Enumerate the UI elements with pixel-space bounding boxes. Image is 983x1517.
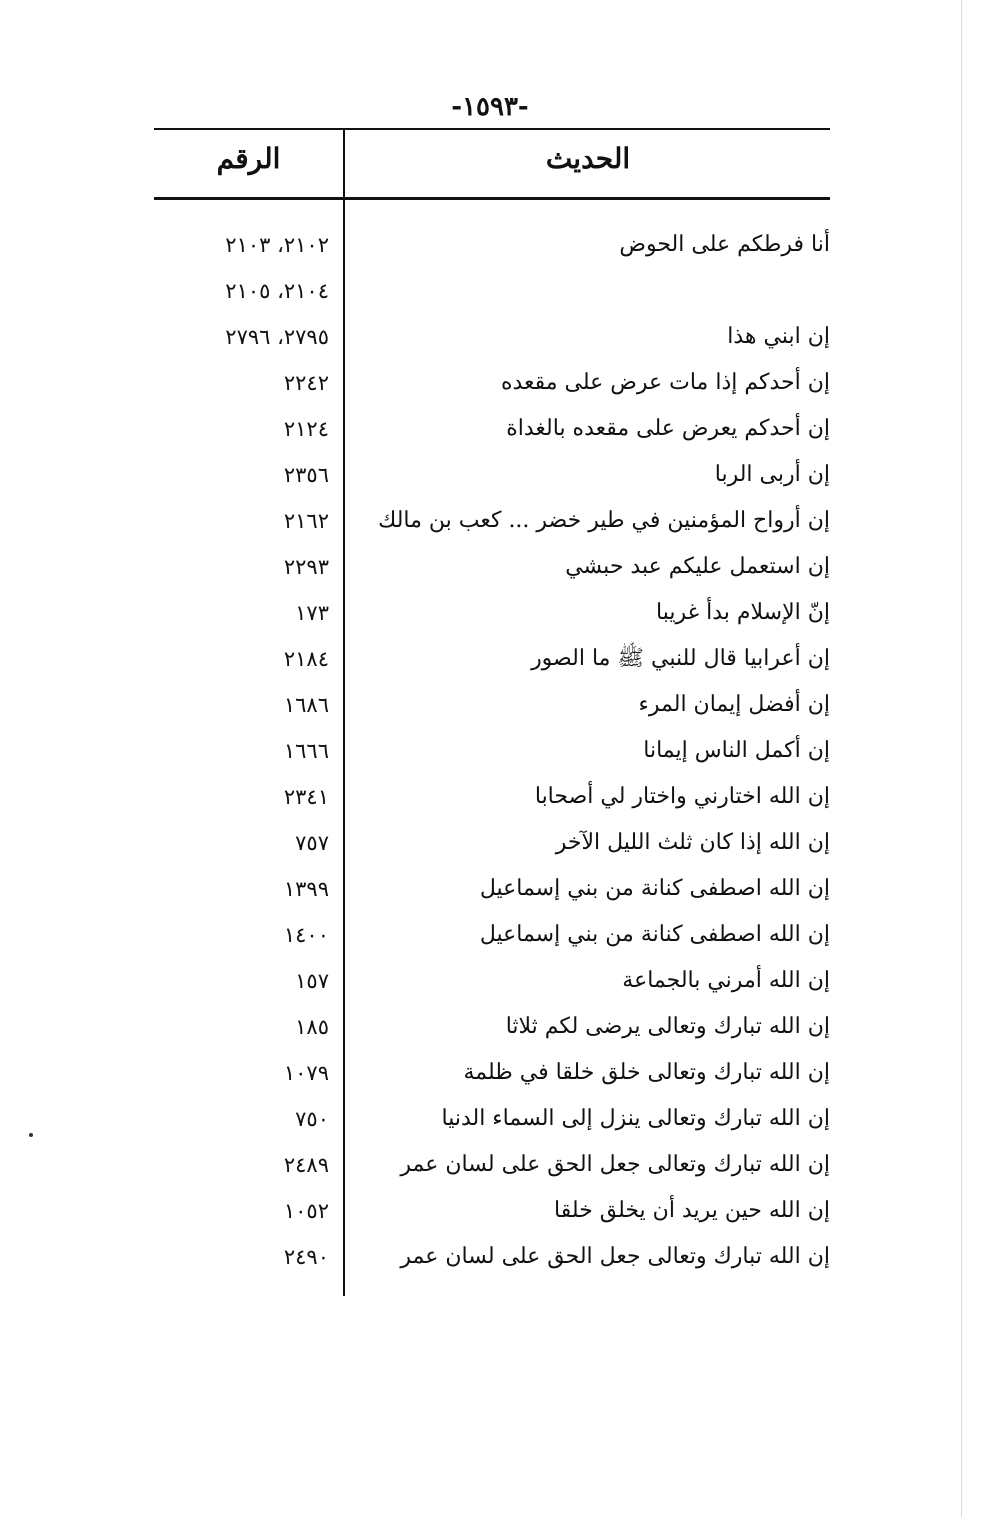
hadith-number: ٢١٢٤ bbox=[283, 417, 329, 441]
hadith-text: إن الله إذا كان ثلث الليل الآخر bbox=[555, 830, 830, 855]
table-row bbox=[154, 222, 830, 268]
index-table-body bbox=[154, 222, 830, 1280]
hadith-text: إن أعرابيا قال للنبي ﷺ ما الصور bbox=[531, 646, 830, 671]
hadith-number: ١٦٨٦ bbox=[283, 693, 329, 717]
hadith-text: إن الله اختارني واختار لي أصحابا bbox=[534, 784, 830, 809]
table-row bbox=[154, 268, 830, 314]
hadith-text: إن أربى الربا bbox=[714, 462, 830, 487]
hadith-text: أنا فرطكم على الحوض bbox=[619, 232, 830, 257]
table-row bbox=[154, 1050, 830, 1096]
hadith-text: إن الله تبارك وتعالى يرضى لكم ثلاثا bbox=[505, 1014, 830, 1039]
hadith-text: إنّ الإسلام بدأ غريبا bbox=[656, 600, 830, 625]
number-column-header: الرقم bbox=[216, 142, 281, 175]
hadith-text: إن الله اصطفى كنانة من بني إسماعيل bbox=[479, 922, 830, 947]
hadith-text: إن الله تبارك وتعالى ينزل إلى السماء الدنيا bbox=[441, 1106, 830, 1131]
page-edge-line bbox=[961, 0, 962, 1517]
table-row bbox=[154, 682, 830, 728]
table-row bbox=[154, 958, 830, 1004]
hadith-text: إن الله تبارك وتعالى خلق خلقا في ظلمة bbox=[463, 1060, 830, 1085]
hadith-number: ١٧٣ bbox=[295, 601, 329, 625]
hadith-number: ٢٢٤٢ bbox=[283, 371, 329, 395]
hadith-number: ٢١٠٢، ٢١٠٣ bbox=[225, 233, 329, 257]
hadith-number: ٢٣٥٦ bbox=[283, 463, 329, 487]
table-row bbox=[154, 866, 830, 912]
table-row bbox=[154, 774, 830, 820]
table-row bbox=[154, 1142, 830, 1188]
hadith-text: إن استعمل عليكم عبد حبشي bbox=[565, 554, 830, 579]
hadith-text: إن أفضل إيمان المرء bbox=[638, 692, 830, 717]
hadith-text: إن أرواح المؤمنين في طير خضر ... كعب بن مالك bbox=[378, 508, 830, 533]
hadith-number: ٢٣٤١ bbox=[283, 785, 329, 809]
hadith-text: إن أكمل الناس إيمانا bbox=[643, 738, 830, 763]
table-row bbox=[154, 636, 830, 682]
table-row bbox=[154, 498, 830, 544]
hadith-number: ٢٤٨٩ bbox=[283, 1153, 329, 1177]
hadith-number: ١٠٥٢ bbox=[283, 1199, 329, 1223]
hadith-text: إن الله حين يريد أن يخلق خلقا bbox=[554, 1198, 830, 1223]
hadith-text: إن ابني هذا bbox=[727, 324, 830, 349]
table-row bbox=[154, 1188, 830, 1234]
table-row bbox=[154, 360, 830, 406]
table-row bbox=[154, 1234, 830, 1280]
hadith-number: ٢٤٩٠ bbox=[283, 1245, 329, 1269]
hadith-text: إن الله أمرني بالجماعة bbox=[622, 968, 830, 993]
hadith-number: ١٥٧ bbox=[295, 969, 329, 993]
table-row bbox=[154, 406, 830, 452]
table-row bbox=[154, 314, 830, 360]
hadith-text: إن أحدكم إذا مات عرض على مقعده bbox=[500, 370, 830, 395]
hadith-number: ١٦٦٦ bbox=[283, 739, 329, 763]
top-rule bbox=[154, 128, 830, 130]
table-row bbox=[154, 544, 830, 590]
hadith-number: ٧٥٠ bbox=[295, 1107, 329, 1131]
page-number: -١٥٩٣- bbox=[451, 92, 529, 122]
header-rule bbox=[154, 197, 830, 200]
table-row bbox=[154, 590, 830, 636]
table-row bbox=[154, 912, 830, 958]
hadith-number: ٢٢٩٣ bbox=[283, 555, 329, 579]
hadith-number: ٢١٨٤ bbox=[283, 647, 329, 671]
table-row bbox=[154, 1096, 830, 1142]
hadith-text: إن الله تبارك وتعالى جعل الحق على لسان عمر bbox=[400, 1244, 830, 1269]
hadith-text: إن الله تبارك وتعالى جعل الحق على لسان عمر bbox=[400, 1152, 830, 1177]
table-row bbox=[154, 728, 830, 774]
hadith-number: ١٤٠٠ bbox=[283, 923, 329, 947]
table-row bbox=[154, 452, 830, 498]
hadith-number: ٢٧٩٥، ٢٧٩٦ bbox=[225, 325, 329, 349]
hadith-number: ١٨٥ bbox=[295, 1015, 329, 1039]
table-row bbox=[154, 1004, 830, 1050]
hadith-column-header: الحديث bbox=[545, 142, 631, 175]
speck-mark bbox=[29, 1133, 33, 1137]
hadith-number: ٧٥٧ bbox=[295, 831, 329, 855]
hadith-number: ٢١٦٢ bbox=[283, 509, 329, 533]
hadith-text: إن أحدكم يعرض على مقعده بالغداة bbox=[506, 416, 830, 441]
hadith-text: إن الله اصطفى كنانة من بني إسماعيل bbox=[479, 876, 830, 901]
table-row bbox=[154, 820, 830, 866]
hadith-number: ٢١٠٤، ٢١٠٥ bbox=[225, 279, 329, 303]
hadith-number: ١٠٧٩ bbox=[283, 1061, 329, 1085]
hadith-number: ١٣٩٩ bbox=[283, 877, 329, 901]
